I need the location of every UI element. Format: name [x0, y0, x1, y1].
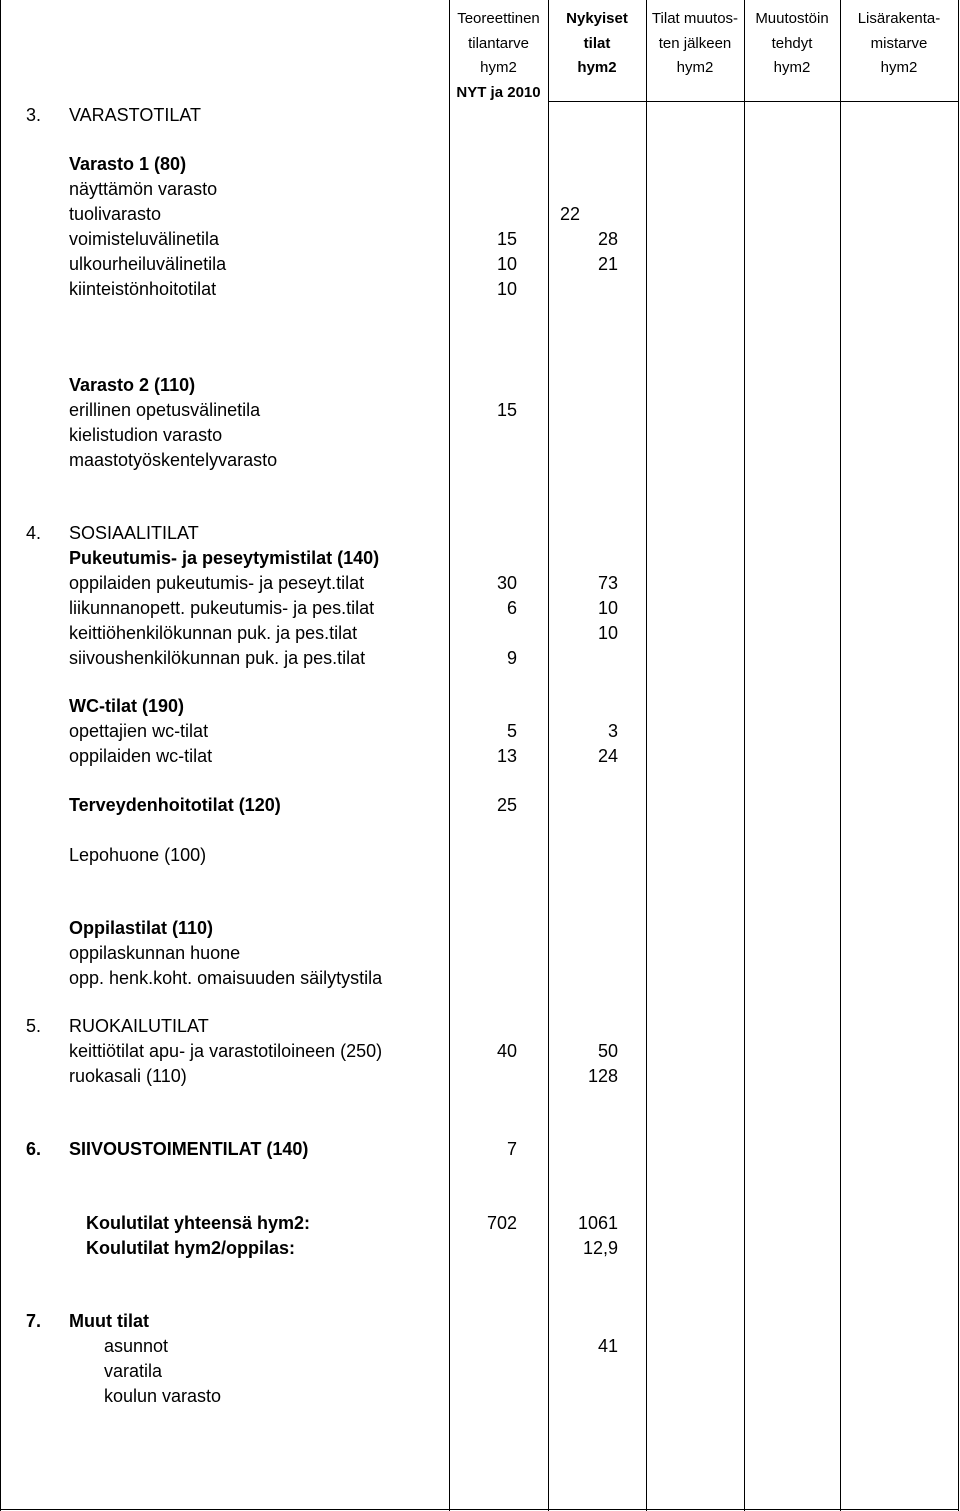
section-number: 4.: [26, 523, 42, 543]
row-label: asunnot: [104, 1336, 169, 1356]
header-lisarakentamistarve: [840, 7, 958, 81]
row-label: oppilaskunnan huone: [69, 943, 241, 963]
header-line: mistarve: [870, 34, 928, 52]
section-heading: [0, 1014, 960, 1039]
section-number: 7.: [26, 1311, 42, 1331]
table-row: [0, 252, 960, 277]
current-value: 50: [597, 1041, 618, 1061]
table-bottom-rule: [449, 1509, 958, 1510]
header-line: Nykyiset: [566, 10, 628, 27]
row-label: tuolivarasto: [69, 204, 162, 224]
row-label: siivoushenkilökunnan puk. ja pes.tilat: [69, 648, 366, 668]
table-row: [0, 202, 960, 227]
header-teoreettinen: [449, 7, 548, 105]
header-line: NYT ja 2010: [456, 83, 541, 101]
row-label: koulun varasto: [104, 1386, 222, 1406]
theoretical-value: 15: [496, 229, 517, 249]
current-value: 73: [597, 573, 618, 593]
table-row: [0, 398, 960, 423]
header-line: tehdyt: [771, 34, 813, 52]
header-line: Tilat muutos-: [651, 10, 739, 27]
row-label: ulkourheiluvälinetila: [69, 254, 227, 274]
total-label: Koulutilat yhteensä hym2:: [86, 1213, 311, 1233]
theoretical-value: 13: [496, 746, 517, 766]
current-value: 28: [597, 229, 618, 249]
table-row: [0, 1064, 960, 1089]
row-label: oppilaiden pukeutumis- ja peseyt.tilat: [69, 573, 365, 593]
header-line: hym2: [577, 59, 617, 76]
table-row: [0, 719, 960, 744]
theoretical-value: 9: [506, 648, 517, 668]
header-line: tilat: [583, 34, 611, 52]
table-row: [0, 621, 960, 646]
header-line: hym2: [676, 59, 714, 76]
group-heading: [0, 546, 960, 571]
total-row: [0, 1236, 960, 1261]
group-title: Lepohuone (100): [69, 845, 207, 865]
row-label: keittiöhenkilökunnan puk. ja pes.tilat: [69, 623, 358, 643]
section-heading: [0, 103, 960, 128]
group-heading: [0, 793, 960, 818]
group-heading: [0, 373, 960, 398]
table-row: [0, 1039, 960, 1064]
group-title: Varasto 1 (80): [69, 154, 187, 174]
header-line: hym2: [773, 59, 811, 76]
total-row: [0, 1211, 960, 1236]
header-line: Muutostöin: [755, 10, 829, 27]
total-label: Koulutilat hym2/oppilas:: [86, 1238, 296, 1258]
theoretical-value: 10: [496, 279, 517, 299]
group-heading: [0, 694, 960, 719]
section-title: Muut tilat: [69, 1311, 149, 1331]
header-tilat-muutosten: [646, 7, 744, 81]
section-title: SOSIAALITILAT: [69, 523, 199, 543]
current-value: 128: [587, 1066, 618, 1086]
group-heading: [0, 843, 960, 868]
row-label: oppilaiden wc-tilat: [69, 746, 213, 766]
theoretical-value: 40: [496, 1041, 517, 1061]
table-row: [0, 423, 960, 448]
table-row: [0, 1384, 960, 1409]
table-row: [0, 1359, 960, 1384]
current-value: 41: [597, 1336, 618, 1356]
row-label: kielistudion varasto: [69, 425, 223, 445]
header-line: ten jälkeen: [658, 34, 732, 52]
section-title: RUOKAILUTILAT: [69, 1016, 209, 1036]
group-title: Oppilastilat (110): [69, 918, 214, 938]
section-title: SIIVOUSTOIMENTILAT (140): [69, 1139, 309, 1159]
row-label: opp. henk.koht. omaisuuden säilytystila: [69, 968, 383, 988]
table-row: [0, 277, 960, 302]
section-heading: [0, 1309, 960, 1334]
theoretical-value: 5: [506, 721, 517, 741]
section-heading: [0, 521, 960, 546]
table-row: [0, 177, 960, 202]
row-label: liikunnanopett. pukeutumis- ja pes.tilat: [69, 598, 375, 618]
table-row: [0, 227, 960, 252]
theoretical-value: 702: [486, 1213, 517, 1233]
section-heading: [0, 1137, 960, 1162]
section-title: VARASTOTILAT: [69, 105, 202, 125]
theoretical-value: 30: [496, 573, 517, 593]
header-line: hym2: [880, 59, 918, 76]
theoretical-value: 7: [506, 1139, 517, 1159]
theoretical-value: 6: [506, 598, 517, 618]
section-number: 3.: [26, 105, 42, 125]
header-line: hym2: [480, 59, 517, 76]
table-row: [0, 646, 960, 671]
header-muutostoin: [744, 7, 840, 81]
row-label: voimisteluvälinetila: [69, 229, 220, 249]
current-value: 21: [597, 254, 618, 274]
section-number: 5.: [26, 1016, 42, 1036]
row-label: erillinen opetusvälinetila: [69, 400, 261, 420]
group-title: Pukeutumis- ja peseytymistilat (140): [69, 548, 380, 568]
current-value: 3: [607, 721, 618, 741]
group-title: Varasto 2 (110): [69, 375, 196, 395]
current-value: 24: [597, 746, 618, 766]
current-value: 10: [597, 623, 618, 643]
section-number: 6.: [26, 1139, 42, 1159]
row-label: opettajien wc-tilat: [69, 721, 209, 741]
header-bottom-rule: [548, 101, 958, 102]
table-row: [0, 941, 960, 966]
current-value: 22: [560, 204, 581, 224]
table-row: [0, 966, 960, 991]
current-value: 1061: [577, 1213, 618, 1233]
header-line: Lisärakenta-: [857, 10, 941, 27]
table-row: [0, 448, 960, 473]
row-label: näyttämön varasto: [69, 179, 218, 199]
group-title: WC-tilat (190): [69, 696, 185, 716]
group-title: Terveydenhoitotilat (120): [69, 795, 281, 815]
row-label: maastotyöskentelyvarasto: [69, 450, 278, 470]
header-nykyiset: [548, 7, 646, 81]
group-heading: [0, 152, 960, 177]
table-row: [0, 1334, 960, 1359]
table-row: [0, 744, 960, 769]
table-row: [0, 596, 960, 621]
table-row: [0, 571, 960, 596]
row-label: kiinteistönhoitotilat: [69, 279, 217, 299]
row-label: ruokasali (110): [69, 1066, 187, 1086]
theoretical-value: 10: [496, 254, 517, 274]
header-line: tilantarve: [468, 34, 529, 52]
group-heading: [0, 916, 960, 941]
theoretical-value: 15: [496, 400, 517, 420]
current-value: 12,9: [582, 1238, 618, 1258]
table-bottom-rule: [0, 1509, 449, 1510]
row-label: keittiötilat apu- ja varastotiloineen (250): [69, 1041, 383, 1061]
theoretical-value: 25: [496, 795, 517, 815]
current-value: 10: [597, 598, 618, 618]
row-label: varatila: [104, 1361, 163, 1381]
header-line: Teoreettinen: [457, 10, 540, 27]
